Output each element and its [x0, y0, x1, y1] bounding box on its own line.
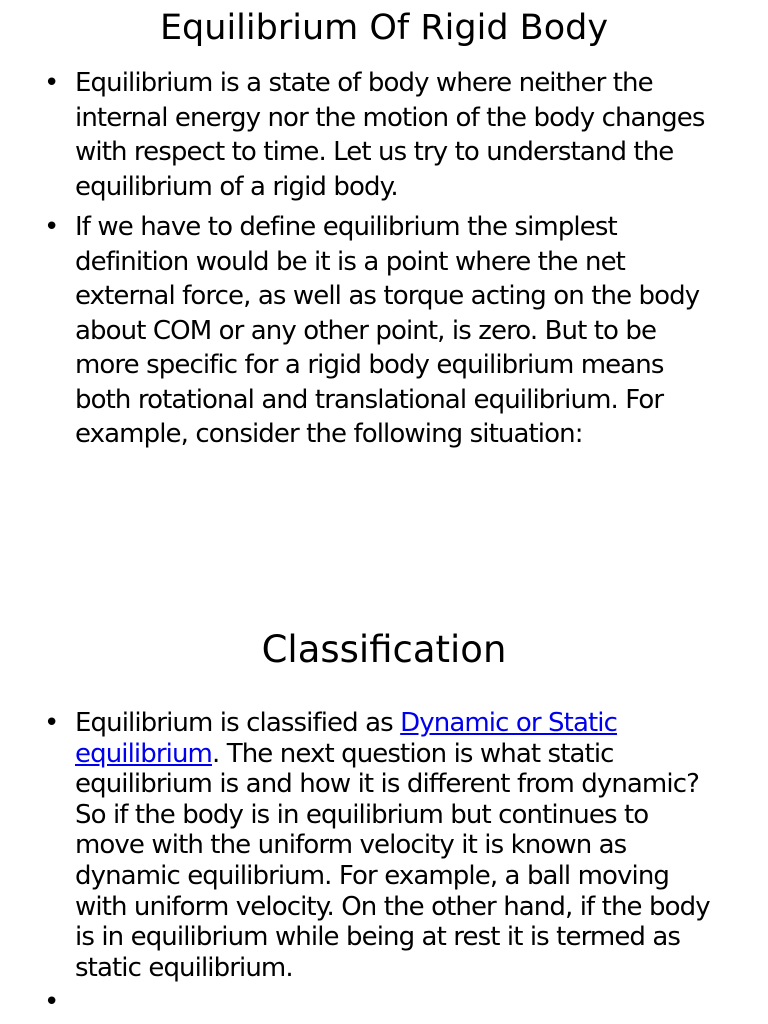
bullet-text: Equilibrium is a state of body where neither the internal energy nor the motion of the body changes with respect to time. Let us try to understand the equilibrium of a rigid body. — [75, 68, 705, 202]
bullet-item — [0, 210, 768, 452]
bullet-list-equilibrium — [0, 66, 768, 458]
slide-classification — [0, 620, 768, 1024]
bullet-item — [0, 66, 768, 204]
bullet-dot-icon: • — [44, 987, 59, 1018]
empty-bullet-item — [0, 987, 768, 1017]
bullet-list-classification — [0, 708, 768, 1021]
bullet-dot-icon: • — [44, 708, 59, 738]
bullet-item — [0, 708, 768, 983]
bullet-dot-icon: • — [44, 68, 59, 98]
slide-title-equilibrium: Equilibrium Of Rigid Body — [159, 8, 609, 48]
bullet-text: If we have to define equilibrium the simplest definition would be it is a point where the net external force, as well as torque acting on the body about COM or any other point, is zero. But to be more specific for a rigid body equilibrium means both rotational and translational equilibrium. For example, consider the following situation: — [75, 212, 700, 449]
bullet-text-suffix: . The next question is what static equilibrium is and how it is different from dynamic? So if the body is in equilibrium but continues to move with the uniform velocity it is known as dynamic equilibrium. For example, a ball moving with uniform velocity. On the other hand, if the body is in equilibrium while being at rest it is termed as static equilibrium. — [75, 738, 710, 983]
dynamic-static-equilibrium-link[interactable]: Dynamic or Static equilibrium — [75, 708, 617, 769]
bullet-dot-icon: • — [44, 212, 59, 242]
bullet-text-prefix: Equilibrium is classified as — [75, 708, 401, 738]
slide-title-classification: Classification — [261, 628, 507, 671]
